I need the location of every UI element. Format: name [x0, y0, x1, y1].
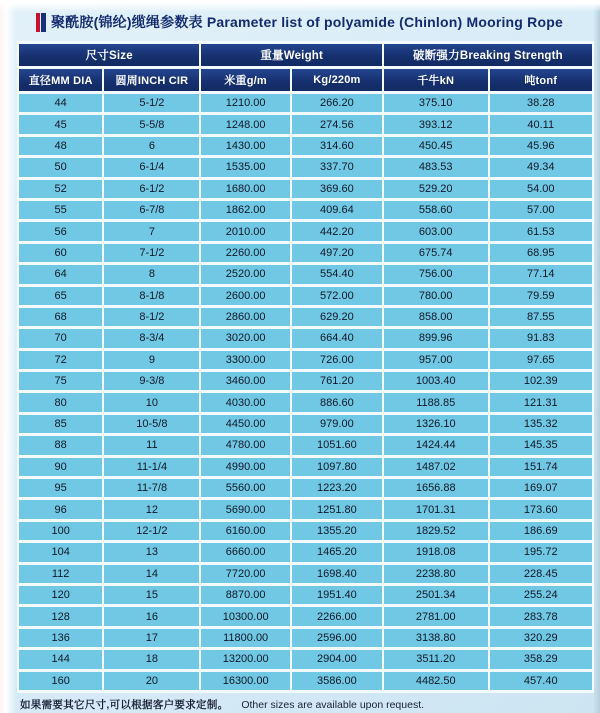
table-cell: 95: [19, 479, 102, 497]
sub-header-row: [19, 69, 592, 91]
table-cell: 9-3/8: [104, 372, 199, 390]
table-cell: 6660.00: [201, 543, 289, 561]
table-cell: 255.24: [490, 586, 593, 604]
table-cell: 2600.00: [201, 287, 289, 305]
table-cell: 20: [104, 672, 199, 690]
table-cell: 12-1/2: [104, 522, 199, 540]
table-cell: 52: [19, 180, 102, 198]
table-row: [19, 137, 592, 155]
table-cell: 266.20: [292, 94, 382, 112]
table-row: [19, 94, 592, 112]
table-cell: 3300.00: [201, 351, 289, 369]
table-cell: 5-1/2: [104, 94, 199, 112]
table-cell: 675.74: [384, 244, 488, 262]
table-row: [19, 607, 592, 625]
table-cell: 79.59: [490, 287, 593, 305]
table-row: [19, 351, 592, 369]
blue-bar: [41, 13, 46, 32]
table-cell: 8870.00: [201, 586, 289, 604]
table-row: [19, 458, 592, 476]
table-cell: 6160.00: [201, 522, 289, 540]
table-row: [19, 180, 592, 198]
table-cell: 1188.85: [384, 393, 488, 411]
footnote: [20, 697, 600, 712]
table-cell: 886.60: [292, 393, 382, 411]
col-header-kilonewton: 千牛kN: [384, 69, 488, 91]
table-cell: 2260.00: [201, 244, 289, 262]
table-row: [19, 308, 592, 326]
table-cell: 664.40: [292, 329, 382, 347]
group-header-row: [19, 44, 592, 66]
table-row: [19, 650, 592, 668]
table-cell: 1223.20: [292, 479, 382, 497]
table-cell: 1097.80: [292, 458, 382, 476]
table-row: [19, 436, 592, 454]
group-header-size: 尺寸Size: [19, 44, 199, 66]
table-cell: 7: [104, 222, 199, 240]
table-cell: 17: [104, 629, 199, 647]
table-cell: 337.70: [292, 158, 382, 176]
table-cell: 4482.50: [384, 672, 488, 690]
rope-parameter-table: [17, 41, 594, 693]
table-cell: 48: [19, 137, 102, 155]
table-cell: 44: [19, 94, 102, 112]
table-cell: 12: [104, 500, 199, 518]
table-cell: 442.20: [292, 222, 382, 240]
table-cell: 1003.40: [384, 372, 488, 390]
table-cell: 629.20: [292, 308, 382, 326]
table-cell: 77.14: [490, 265, 593, 283]
table-cell: 10-5/8: [104, 415, 199, 433]
table-cell: 65: [19, 287, 102, 305]
table-cell: 409.64: [292, 201, 382, 219]
table-row: [19, 372, 592, 390]
table-row: [19, 222, 592, 240]
table-cell: 2238.80: [384, 565, 488, 583]
table-cell: 1487.02: [384, 458, 488, 476]
table-row: [19, 672, 592, 690]
table-cell: 45: [19, 115, 102, 133]
col-header-tonf: 吨tonf: [490, 69, 593, 91]
table-cell: 18: [104, 650, 199, 668]
title-bullet-icon: [36, 13, 46, 32]
table-cell: 1535.00: [201, 158, 289, 176]
table-cell: 173.60: [490, 500, 593, 518]
table-cell: 57.00: [490, 201, 593, 219]
table-cell: 68.95: [490, 244, 593, 262]
table-row: [19, 565, 592, 583]
table-cell: 38.28: [490, 94, 593, 112]
table-cell: 145.35: [490, 436, 593, 454]
table-cell: 899.96: [384, 329, 488, 347]
table-cell: 68: [19, 308, 102, 326]
table-cell: 2860.00: [201, 308, 289, 326]
table-cell: 5690.00: [201, 500, 289, 518]
table-cell: 3460.00: [201, 372, 289, 390]
table-cell: 726.00: [292, 351, 382, 369]
table-cell: 14: [104, 565, 199, 583]
table-cell: 1862.00: [201, 201, 289, 219]
table-cell: 5560.00: [201, 479, 289, 497]
table-row: [19, 158, 592, 176]
table-cell: 756.00: [384, 265, 488, 283]
table-cell: 120: [19, 586, 102, 604]
table-cell: 55: [19, 201, 102, 219]
table-cell: 6-1/2: [104, 180, 199, 198]
table-row: [19, 415, 592, 433]
table-cell: 1210.00: [201, 94, 289, 112]
table-cell: 121.31: [490, 393, 593, 411]
table-cell: 4990.00: [201, 458, 289, 476]
table-cell: 16300.00: [201, 672, 289, 690]
table-cell: 1326.10: [384, 415, 488, 433]
col-header-circumference: 圆周INCH CIR: [104, 69, 199, 91]
table-cell: 1355.20: [292, 522, 382, 540]
table-cell: 603.00: [384, 222, 488, 240]
table-cell: 858.00: [384, 308, 488, 326]
table-cell: 1248.00: [201, 115, 289, 133]
table-cell: 5-5/8: [104, 115, 199, 133]
table-cell: 1918.08: [384, 543, 488, 561]
table-cell: 151.74: [490, 458, 593, 476]
table-cell: 16: [104, 607, 199, 625]
table-cell: 1701.31: [384, 500, 488, 518]
footnote-english: Other sizes are available upon request.: [241, 698, 425, 711]
table-cell: 1656.88: [384, 479, 488, 497]
table-cell: 274.56: [292, 115, 382, 133]
table-row: [19, 479, 592, 497]
table-cell: 60: [19, 244, 102, 262]
table-row: [19, 393, 592, 411]
table-cell: 11: [104, 436, 199, 454]
table-cell: 195.72: [490, 543, 593, 561]
table-cell: 483.53: [384, 158, 488, 176]
table-cell: 54.00: [490, 180, 593, 198]
table-cell: 761.20: [292, 372, 382, 390]
table-row: [19, 244, 592, 262]
table-cell: 8: [104, 265, 199, 283]
col-header-gram-per-meter: 米重g/m: [201, 69, 289, 91]
table-body: [19, 94, 592, 690]
table-cell: 13: [104, 543, 199, 561]
table-cell: 2501.34: [384, 586, 488, 604]
group-header-weight: 重量Weight: [201, 44, 381, 66]
table-cell: 457.40: [490, 672, 593, 690]
table-row: [19, 329, 592, 347]
table-cell: 2781.00: [384, 607, 488, 625]
table-cell: 87.55: [490, 308, 593, 326]
table-cell: 1051.60: [292, 436, 382, 454]
table-row: [19, 500, 592, 518]
table-cell: 1698.40: [292, 565, 382, 583]
col-header-diameter: 直径MM DIA: [19, 69, 102, 91]
table-cell: 529.20: [384, 180, 488, 198]
table-cell: 4030.00: [201, 393, 289, 411]
table-cell: 2904.00: [292, 650, 382, 668]
table-cell: 10300.00: [201, 607, 289, 625]
table-cell: 7-1/2: [104, 244, 199, 262]
table-cell: 88: [19, 436, 102, 454]
table-cell: 957.00: [384, 351, 488, 369]
table-cell: 61.53: [490, 222, 593, 240]
table-cell: 144: [19, 650, 102, 668]
table-cell: 393.12: [384, 115, 488, 133]
table-cell: 75: [19, 372, 102, 390]
table-cell: 112: [19, 565, 102, 583]
table-row: [19, 287, 592, 305]
table-cell: 1424.44: [384, 436, 488, 454]
table-cell: 9: [104, 351, 199, 369]
table-cell: 100: [19, 522, 102, 540]
table-cell: 1251.80: [292, 500, 382, 518]
table-cell: 572.00: [292, 287, 382, 305]
table-cell: 10: [104, 393, 199, 411]
table-cell: 780.00: [384, 287, 488, 305]
table-cell: 6-1/4: [104, 158, 199, 176]
table-cell: 90: [19, 458, 102, 476]
table-cell: 1951.40: [292, 586, 382, 604]
table-cell: 6: [104, 137, 199, 155]
table-cell: 97.65: [490, 351, 593, 369]
table-cell: 135.32: [490, 415, 593, 433]
col-header-kg-per-220m: Kg/220m: [292, 69, 382, 91]
table-cell: 2520.00: [201, 265, 289, 283]
table-cell: 369.60: [292, 180, 382, 198]
table-cell: 50: [19, 158, 102, 176]
table-cell: 554.40: [292, 265, 382, 283]
table-cell: 15: [104, 586, 199, 604]
table-cell: 2010.00: [201, 222, 289, 240]
table-cell: 11-1/4: [104, 458, 199, 476]
table-cell: 104: [19, 543, 102, 561]
table-cell: 169.07: [490, 479, 593, 497]
table-cell: 8-3/4: [104, 329, 199, 347]
table-cell: 283.78: [490, 607, 593, 625]
table-cell: 4780.00: [201, 436, 289, 454]
table-row: [19, 201, 592, 219]
table-cell: 49.34: [490, 158, 593, 176]
table-cell: 80: [19, 393, 102, 411]
table-row: [19, 586, 592, 604]
table-cell: 96: [19, 500, 102, 518]
table-cell: 56: [19, 222, 102, 240]
table-cell: 228.45: [490, 565, 593, 583]
table-cell: 40.11: [490, 115, 593, 133]
table-cell: 2596.00: [292, 629, 382, 647]
table-cell: 3511.20: [384, 650, 488, 668]
table-cell: 85: [19, 415, 102, 433]
table-cell: 102.39: [490, 372, 593, 390]
table-cell: 320.29: [490, 629, 593, 647]
table-row: [19, 629, 592, 647]
table-cell: 91.83: [490, 329, 593, 347]
table-cell: 11-7/8: [104, 479, 199, 497]
table-cell: 979.00: [292, 415, 382, 433]
table-cell: 70: [19, 329, 102, 347]
table-cell: 1829.52: [384, 522, 488, 540]
table-cell: 8-1/2: [104, 308, 199, 326]
table-cell: 8-1/8: [104, 287, 199, 305]
table-cell: 450.45: [384, 137, 488, 155]
table-cell: 7720.00: [201, 565, 289, 583]
table-cell: 3586.00: [292, 672, 382, 690]
group-header-breaking-strength: 破断强力Breaking Strength: [384, 44, 592, 66]
table-cell: 72: [19, 351, 102, 369]
footnote-chinese: 如果需要其它尺寸,可以根据客户要求定制。: [20, 698, 229, 711]
table-cell: 186.69: [490, 522, 593, 540]
table-cell: 3138.80: [384, 629, 488, 647]
table-cell: 358.29: [490, 650, 593, 668]
table-cell: 45.96: [490, 137, 593, 155]
table-cell: 160: [19, 672, 102, 690]
table-cell: 1680.00: [201, 180, 289, 198]
table-cell: 3020.00: [201, 329, 289, 347]
table-row: [19, 115, 592, 133]
table-cell: 1465.20: [292, 543, 382, 561]
table-cell: 128: [19, 607, 102, 625]
table-cell: 314.60: [292, 137, 382, 155]
table-row: [19, 265, 592, 283]
table-cell: 64: [19, 265, 102, 283]
table-cell: 4450.00: [201, 415, 289, 433]
table-row: [19, 522, 592, 540]
table-cell: 136: [19, 629, 102, 647]
page-title: 聚酰胺(锦纶)缆绳参数表 Parameter list of polyamide (Chinlon) Mooring Rope: [51, 14, 563, 30]
page-title-row: [0, 0, 600, 35]
table-cell: 375.10: [384, 94, 488, 112]
table-cell: 2266.00: [292, 607, 382, 625]
table-cell: 11800.00: [201, 629, 289, 647]
table-cell: 13200.00: [201, 650, 289, 668]
table-cell: 6-7/8: [104, 201, 199, 219]
table-cell: 497.20: [292, 244, 382, 262]
table-row: [19, 543, 592, 561]
table-cell: 1430.00: [201, 137, 289, 155]
table-cell: 558.60: [384, 201, 488, 219]
